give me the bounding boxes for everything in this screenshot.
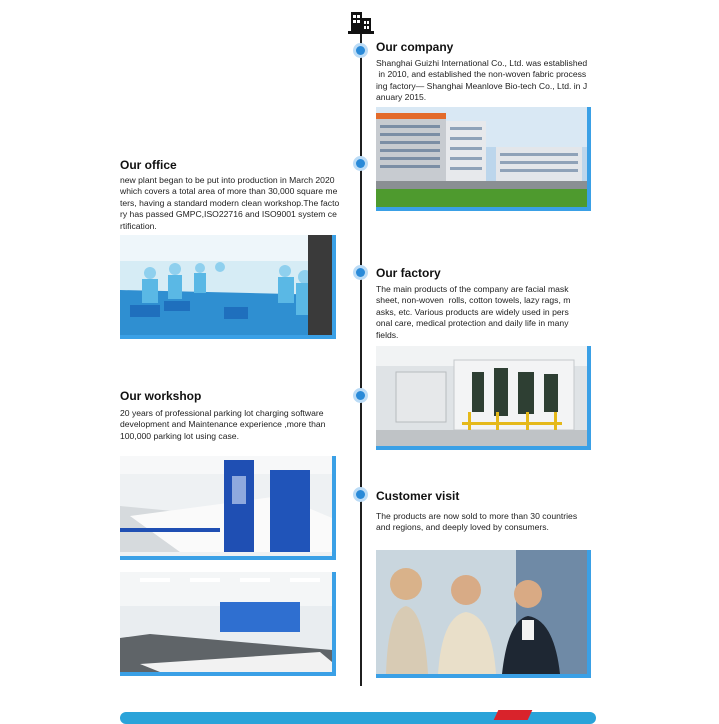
factory-machine-photo (376, 346, 591, 450)
office-description: new plant began to be put into production in March 2020 which covers a total area of more than 30,000 square me ters, having a standard modern clean workshop.The facto ry has passed GMPC,ISO22716 and ISO9001 system ce rtification. (120, 175, 340, 231)
factory-title: Our factory (376, 266, 441, 280)
workshop-description: 20 years of professional parking lot charging software development and Maintenance experience ,more than 100,000 parking lot using case. (120, 408, 326, 441)
company-description: Shanghai Guizhi International Co., Ltd. was established in 2010, and established the non-woven fabric process ing factory— Shanghai Meanlove Bio-tech Co., Ltd. in J anuary 2015. (376, 58, 588, 103)
customer-title: Customer visit (376, 489, 460, 503)
timeline-dot-factory (356, 268, 365, 277)
customer-visit-photo (376, 550, 591, 678)
customer-description: The products are now sold to more than 30 countries and regions, and deeply loved by consumers. (376, 511, 578, 533)
office-production-photo (120, 235, 336, 339)
company-building-photo (376, 107, 591, 211)
timeline-dot-workshop (356, 391, 365, 400)
workshop-title: Our workshop (120, 389, 202, 403)
timeline-dot-customer (356, 490, 365, 499)
company-title: Our company (376, 40, 454, 54)
building-icon (348, 10, 374, 34)
timeline-dot-company (356, 46, 365, 55)
office-title: Our office (120, 158, 177, 172)
workshop-photo-1 (120, 456, 336, 560)
workshop-photo-2 (120, 572, 336, 676)
factory-description: The main products of the company are facial mask sheet, non-woven rolls, cotton towels, lazy rags, m asks, etc. Various products are widely used in pers onal care, medical protection and daily life in many fields. (376, 284, 571, 340)
timeline-line (360, 34, 362, 686)
timeline-dot-office (356, 159, 365, 168)
